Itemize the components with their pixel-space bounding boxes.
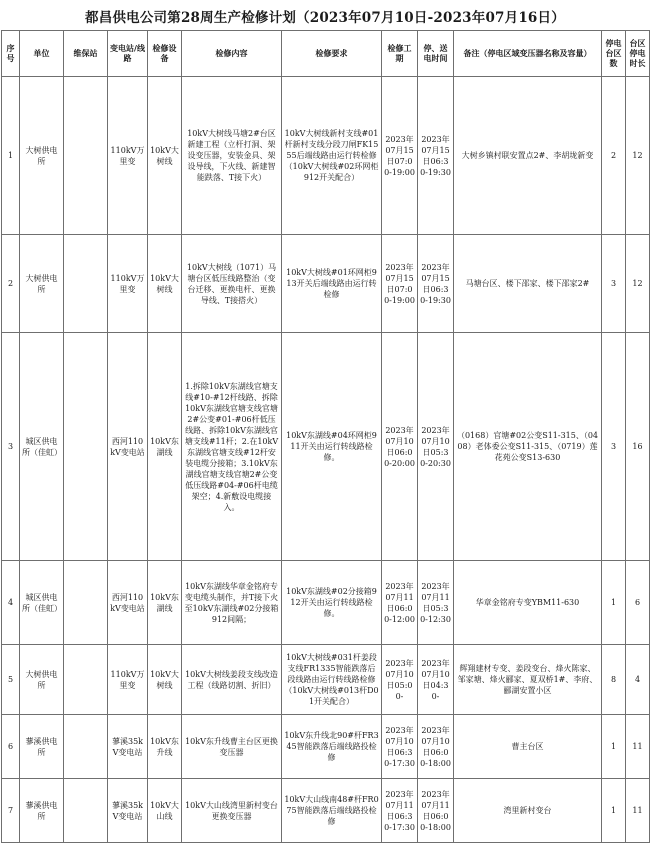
header-zones: 停电台区数	[602, 31, 626, 77]
cell-seq: 3	[2, 333, 20, 561]
cell-requirement: 10kV大树线#031杆姜段支线FR1335智能跌落后段线路由运行转线路检修（10kV大树线#013杆D01开关配合）	[282, 645, 382, 715]
cell-outage-time: 2023年07月11日05:30-12:30	[418, 561, 454, 645]
cell-period: 2023年07月10日06:30-17:30	[382, 715, 418, 779]
cell-maint-station	[64, 235, 108, 333]
cell-seq: 7	[2, 779, 20, 843]
cell-zones: 8	[602, 645, 626, 715]
cell-substation: 110kV万里变	[108, 77, 148, 235]
table-row	[2, 561, 650, 645]
cell-unit: 蓼溪供电所	[20, 715, 64, 779]
cell-substation: 蓼溪35kV变电站	[108, 715, 148, 779]
cell-maint-station	[64, 645, 108, 715]
cell-equipment: 10kV大树线	[148, 77, 182, 235]
cell-outage-time: 2023年07月11日06:00-18:00	[418, 779, 454, 843]
cell-note: 湾里新村变台	[454, 779, 602, 843]
cell-unit: 城区供电所（佳虹）	[20, 333, 64, 561]
cell-substation: 西河110kV变电站	[108, 333, 148, 561]
cell-note: 马塘台区、楼下邵家、楼下邵家2#	[454, 235, 602, 333]
cell-content: 10kV东湖线华章金铭府专变电缆头制作，并T接下火至10kV东湖线#02分接箱912间隔；	[182, 561, 282, 645]
table-row	[2, 235, 650, 333]
cell-seq: 5	[2, 645, 20, 715]
cell-duration: 4	[626, 645, 650, 715]
cell-seq: 1	[2, 77, 20, 235]
cell-outage-time: 2023年07月10日04:30-	[418, 645, 454, 715]
header-period: 检修工期	[382, 31, 418, 77]
header-unit: 单位	[20, 31, 64, 77]
cell-zones: 2	[602, 77, 626, 235]
cell-equipment: 10kV东湖线	[148, 561, 182, 645]
cell-equipment: 10kV大树线	[148, 235, 182, 333]
cell-seq: 6	[2, 715, 20, 779]
cell-substation: 蓼溪35kV变电站	[108, 779, 148, 843]
cell-content: 10kV大树线马塘2#台区新建工程（立杆打洞、架设变压器，安装金具、架设导线，下火线、新建智能跌落、T接下火）	[182, 77, 282, 235]
cell-content: 10kV大树线姜段支线改造工程（线路切割、折旧）	[182, 645, 282, 715]
cell-duration: 11	[626, 715, 650, 779]
cell-note: 大树乡镇村联安置点2#、李胡垅新变	[454, 77, 602, 235]
cell-period: 2023年07月10日06:00-20:00	[382, 333, 418, 561]
cell-requirement: 10kV东湖线#04环网柜911开关由运行转线路检修。	[282, 333, 382, 561]
header-content: 检修内容	[182, 31, 282, 77]
cell-maint-station	[64, 333, 108, 561]
cell-duration: 16	[626, 333, 650, 561]
header-substation: 变电站/线路	[108, 31, 148, 77]
cell-duration: 6	[626, 561, 650, 645]
cell-duration: 11	[626, 779, 650, 843]
table-row	[2, 77, 650, 235]
cell-requirement: 10kV东升线北90#杆FR345智能跌落后端线路投检修	[282, 715, 382, 779]
cell-unit: 大树供电所	[20, 235, 64, 333]
cell-maint-station	[64, 715, 108, 779]
cell-content: 10kV东升线曹主台区更换变压器	[182, 715, 282, 779]
cell-zones: 3	[602, 333, 626, 561]
cell-equipment: 10kV东湖线	[148, 333, 182, 561]
table-row	[2, 333, 650, 561]
document-title: 都昌供电公司第28周生产检修计划（2023年07月10日-2023年07月16日）	[85, 10, 565, 26]
cell-outage-time: 2023年07月15日06:30-19:30	[418, 77, 454, 235]
cell-note: 华章金铭府专变YBM11-630	[454, 561, 602, 645]
cell-equipment: 10kV大山线	[148, 779, 182, 843]
header-duration: 台区停电时长	[626, 31, 650, 77]
cell-requirement: 10kV大树线#01环网柜913开关后端线路由运行转检修	[282, 235, 382, 333]
cell-substation: 西河110kV变电站	[108, 561, 148, 645]
cell-period: 2023年07月15日07:00-19:00	[382, 77, 418, 235]
cell-seq: 4	[2, 561, 20, 645]
cell-zones: 1	[602, 561, 626, 645]
cell-equipment: 10kV东升线	[148, 715, 182, 779]
cell-seq: 2	[2, 235, 20, 333]
table-row	[2, 779, 650, 843]
cell-outage-time: 2023年07月10日06:00-18:00	[418, 715, 454, 779]
cell-note: 曹主台区	[454, 715, 602, 779]
table-header-row	[2, 31, 650, 77]
cell-content: 10kV大山线湾里新村变台更换变压器	[182, 779, 282, 843]
header-outage-time: 停、送电时间	[418, 31, 454, 77]
cell-zones: 1	[602, 779, 626, 843]
cell-outage-time: 2023年07月15日06:30-19:30	[418, 235, 454, 333]
cell-maint-station	[64, 779, 108, 843]
cell-requirement: 10kV东湖线#02分接箱912开关由运行转线路检修。	[282, 561, 382, 645]
cell-requirement: 10kV大山线南48#杆FR075智能跌落后端线路投检修	[282, 779, 382, 843]
cell-outage-time: 2023年07月10日05:30-20:30	[418, 333, 454, 561]
cell-maint-station	[64, 77, 108, 235]
cell-period: 2023年07月15日07:00-19:00	[382, 235, 418, 333]
cell-period: 2023年07月11日06:30-17:30	[382, 779, 418, 843]
header-requirement: 检修要求	[282, 31, 382, 77]
cell-zones: 3	[602, 235, 626, 333]
cell-unit: 大树供电所	[20, 645, 64, 715]
cell-unit: 大树供电所	[20, 77, 64, 235]
maintenance-plan-table	[1, 30, 650, 843]
cell-equipment: 10kV大树线	[148, 645, 182, 715]
cell-period: 2023年07月11日06:00-12:00	[382, 561, 418, 645]
header-maint-station: 维保站	[64, 31, 108, 77]
cell-duration: 12	[626, 235, 650, 333]
header-equipment: 检修设备	[148, 31, 182, 77]
cell-zones: 1	[602, 715, 626, 779]
cell-maint-station	[64, 561, 108, 645]
cell-unit: 城区供电所（佳虹）	[20, 561, 64, 645]
header-seq: 序号	[2, 31, 20, 77]
cell-requirement: 10kV大树线新村支线#01杆新村支线分段刀闸FK1555后端线路由运行转检修（10kV大树线#02环网柜912开关配合）	[282, 77, 382, 235]
cell-duration: 12	[626, 77, 650, 235]
cell-note: 辉翔建材专变、姜段变台、烽火陈家、邹家塘、烽火郦家、夏双桥1#、李府、郦湖安置小区	[454, 645, 602, 715]
cell-note: （0168）官塘#02公变S11-315、（0408）老体委公变S11-315、（0719）莲花苑公变S13-630	[454, 333, 602, 561]
cell-content: 10kV大树线（1071）马塘台区低压线路整治（变台迁移、更换电杆、更换导线、T接搭火）	[182, 235, 282, 333]
header-note: 备注（停电区域变压器名称及容量）	[454, 31, 602, 77]
cell-substation: 110kV万里变	[108, 645, 148, 715]
cell-content: 1.拆除10kV东湖线官塘支线#10-#12杆线路、拆除10kV东湖线官塘支线官塘2#公变#01-#06杆低压线路、拆除10kV东湖线官塘支线#11杆；2.在10kV东湖线官塘支线#12杆安装电缆分接箱；3.10kV东湖线官塘支线官塘2#公变低压线路#04-#06杆电缆架空；4.新敷设电缆接入。	[182, 333, 282, 561]
cell-unit: 蓼溪供电所	[20, 779, 64, 843]
table-row	[2, 645, 650, 715]
cell-substation: 110kV万里变	[108, 235, 148, 333]
table-row	[2, 715, 650, 779]
cell-period: 2023年07月10日05:00-	[382, 645, 418, 715]
